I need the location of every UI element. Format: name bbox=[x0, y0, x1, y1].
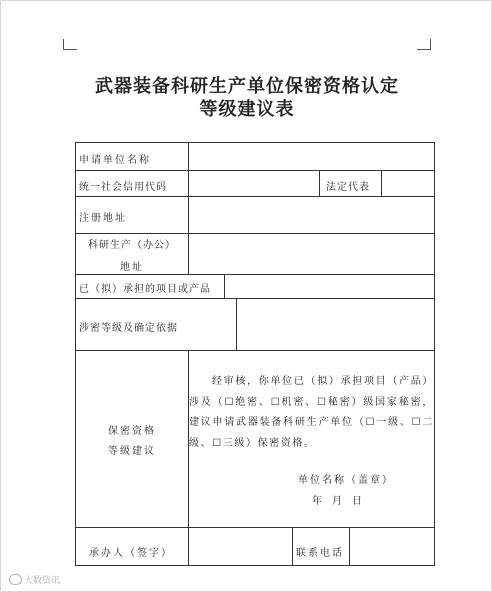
rnd-address-label-line1: 科研生产（办公） bbox=[88, 240, 176, 251]
application-form-table bbox=[75, 142, 435, 566]
crop-mark-top-right bbox=[417, 39, 431, 50]
title-line-2: 等级建议表 bbox=[199, 99, 295, 120]
column-divider bbox=[236, 298, 237, 351]
credit-code-label: 统一社会信用代码 bbox=[79, 182, 167, 193]
unit-name-seal-label: 单位名称（盖章） bbox=[298, 475, 394, 486]
legal-representative-label: 法定代表 bbox=[326, 182, 370, 193]
registered-address-label: 注册地址 bbox=[79, 213, 127, 224]
row-divider bbox=[76, 298, 434, 299]
title-line-1: 武器装备科研生产单位保密资格认定 bbox=[95, 76, 399, 97]
watermark-logo-icon bbox=[9, 574, 22, 585]
column-divider bbox=[224, 274, 225, 299]
row-divider bbox=[76, 233, 434, 234]
row-divider bbox=[76, 350, 434, 351]
column-divider bbox=[188, 143, 189, 274]
column-divider bbox=[292, 527, 293, 565]
contact-phone-label: 联系电话 bbox=[296, 548, 344, 559]
watermark bbox=[9, 573, 60, 586]
crop-mark-top-left bbox=[63, 39, 77, 50]
secret-level-basis-label: 涉密等级及确定依据 bbox=[79, 323, 178, 334]
row-divider bbox=[76, 274, 434, 275]
applicant-name-label: 申请单位名称 bbox=[79, 155, 151, 166]
row-divider bbox=[76, 527, 434, 528]
qualification-suggestion-label-line2: 等级建议 bbox=[108, 446, 156, 457]
handler-signature-label: 承办人（签字） bbox=[89, 548, 173, 559]
date-label: 年 月 日 bbox=[312, 496, 362, 507]
document-title bbox=[1, 75, 492, 121]
column-divider bbox=[381, 170, 382, 197]
rnd-address-label-line2: 地址 bbox=[120, 262, 144, 273]
column-divider bbox=[349, 527, 350, 565]
qualification-suggestion-label-line1: 保密资格 bbox=[108, 426, 156, 437]
column-divider bbox=[319, 170, 320, 197]
review-opinion-text: 经审核，你单位已（拟）承担项目（产品）涉及（☐绝密、☐机密、☐秘密）级国家秘密，建议申请武器装备科研生产单位（☐一级、☐二级、☐三级）保密资格。 bbox=[189, 376, 434, 449]
watermark-text: 大数资讯 bbox=[24, 576, 61, 586]
projects-label: 已（拟）承担的项目或产品 bbox=[79, 284, 211, 295]
